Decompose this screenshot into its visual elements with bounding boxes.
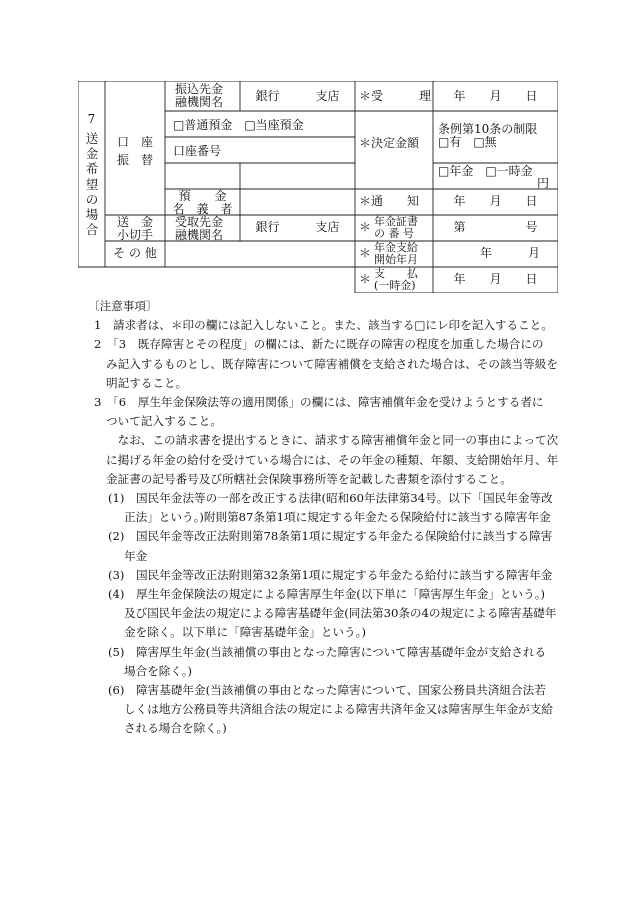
uketori-kikan-label: 受取先金 融機関名 — [175, 215, 224, 242]
asterisk-mark-3: ＊ — [359, 272, 372, 286]
account-type-checkboxes[interactable]: □普通預金 □当座預金 — [173, 118, 304, 132]
note-line: 3 「6 厚生年金保険法等の適用関係」の欄には、障害補償年金を受けようとする者に — [94, 395, 544, 410]
uketsuke-label: ＊受 理 — [359, 89, 432, 103]
note-line: される場合を除く。) — [124, 721, 227, 736]
note-line: (3) 国民年金等改正法附則第32条第1項に規定する年金たる給付に該当する障害年金 — [108, 567, 553, 582]
note-line: なお、この請求書を提出するときに、請求する障害補償年金と同一の事由によって次 — [106, 433, 559, 448]
note-line: (6) 障害基礎年金(当該補償の事由となった障害について、国家公務員共済組合法若 — [108, 683, 546, 698]
sokin-kogitte-label: 送 金 小切手 — [116, 215, 153, 242]
shiharai-date: 年 月 日 — [453, 272, 538, 286]
jourei-restriction: 条例第10条の制限 □有 □無 — [438, 122, 538, 149]
note-line: 正法」という。)附則第87条第1項に規定する年金たる保険給付に該当する障害年金 — [124, 510, 551, 525]
tsuchi-label: ＊通 知 — [359, 194, 420, 208]
nenkin-ichiji-checkboxes[interactable]: □年金 □一時金 — [438, 164, 533, 178]
nenkin-shosho-label: 年金証書 の 番 号 — [374, 215, 418, 240]
section-number: 7 — [87, 112, 96, 126]
note-line: (4) 厚生年金保険法の規定による障害厚生年金(以下単に「障害厚生年金」という。) — [108, 587, 546, 602]
note-line: (2) 国民年金等改正法附則第78条第1項に規定する年金たる保険給付に該当する障害 — [108, 529, 553, 544]
yen-unit: 円 — [537, 176, 550, 190]
sonota-label: そ の 他 — [113, 246, 157, 260]
uketsuke-date: 年 月 日 — [453, 89, 538, 103]
shosho-number: 第 号 — [453, 220, 538, 234]
note-line: に掲げる年金の給付を受けている場合には、その年金の種類、年額、支給開始年月、年 — [106, 452, 559, 467]
note-line: 明記すること。 — [106, 375, 188, 390]
remittance-table — [78, 81, 558, 293]
account-number-label: 口座番号 — [173, 144, 222, 158]
note-line: (1) 国民年金法等の一部を改正する法律(昭和60年法律第34号。以下「国民年金等改 — [108, 491, 553, 506]
note-line: 2 「3 既存障害とその程度」の欄には、新たに既存の障害の程度を加重した場合にの — [94, 337, 544, 352]
meigi-label: 預 金 名 義 者 — [172, 189, 233, 216]
note-line: ついて記入すること。 — [106, 414, 222, 429]
note-line: み記入するものとし、既存障害について障害補償を支給された場合は、その該当等級を — [106, 356, 558, 371]
tsuchi-date: 年 月 日 — [453, 194, 538, 208]
furikomi-kikan-label: 振込先金 融機関名 — [175, 82, 224, 109]
shikyu-year-month: 年 月 — [480, 246, 541, 260]
notes-section — [88, 297, 564, 739]
section-title-vertical: 送 金 希 望 の 場 合 — [85, 131, 99, 238]
note-line: 及び国民年金法の規定による障害基礎年金(同法第30条の4の規定による障害基礎年 — [124, 606, 557, 621]
note-line: 金証書の記号番号及び所轄社会保険事務所等を記載した書類を添付すること。 — [106, 471, 512, 486]
note-line: (5) 障害厚生年金(当該補償の事由となった障害について障害基礎年金が支給される — [108, 644, 547, 659]
bank-branch-1: 銀行 支店 — [255, 89, 340, 103]
notes-heading: 〔注意事項〕 — [88, 299, 158, 313]
nenkin-shikyu-label: 年金支給 開始年月 — [374, 241, 418, 266]
shiharai-label: 支 払 (一時金) — [374, 267, 418, 292]
kettei-kingaku-label: ＊決定金額 — [359, 136, 420, 150]
note-line: 1 請求者は、＊印の欄には記入しないこと。また、該当する□にレ印を記入すること。 — [94, 318, 553, 333]
asterisk-mark-2: ＊ — [359, 246, 372, 260]
note-line: 場合を除く。) — [124, 663, 193, 678]
note-line: 年金 — [124, 548, 148, 563]
bank-branch-2: 銀行 支店 — [255, 220, 340, 234]
note-line: しくは地方公務員等共済組合法の規定による障害共済年金又は障害厚生年金が支給 — [124, 702, 553, 717]
koza-furikae-label: 口 座 振 替 — [116, 135, 153, 167]
note-line: 金を除く。以下単に「障害基礎年金」という。) — [124, 625, 366, 640]
table-grid — [78, 81, 558, 293]
asterisk-mark-1: ＊ — [359, 220, 372, 234]
